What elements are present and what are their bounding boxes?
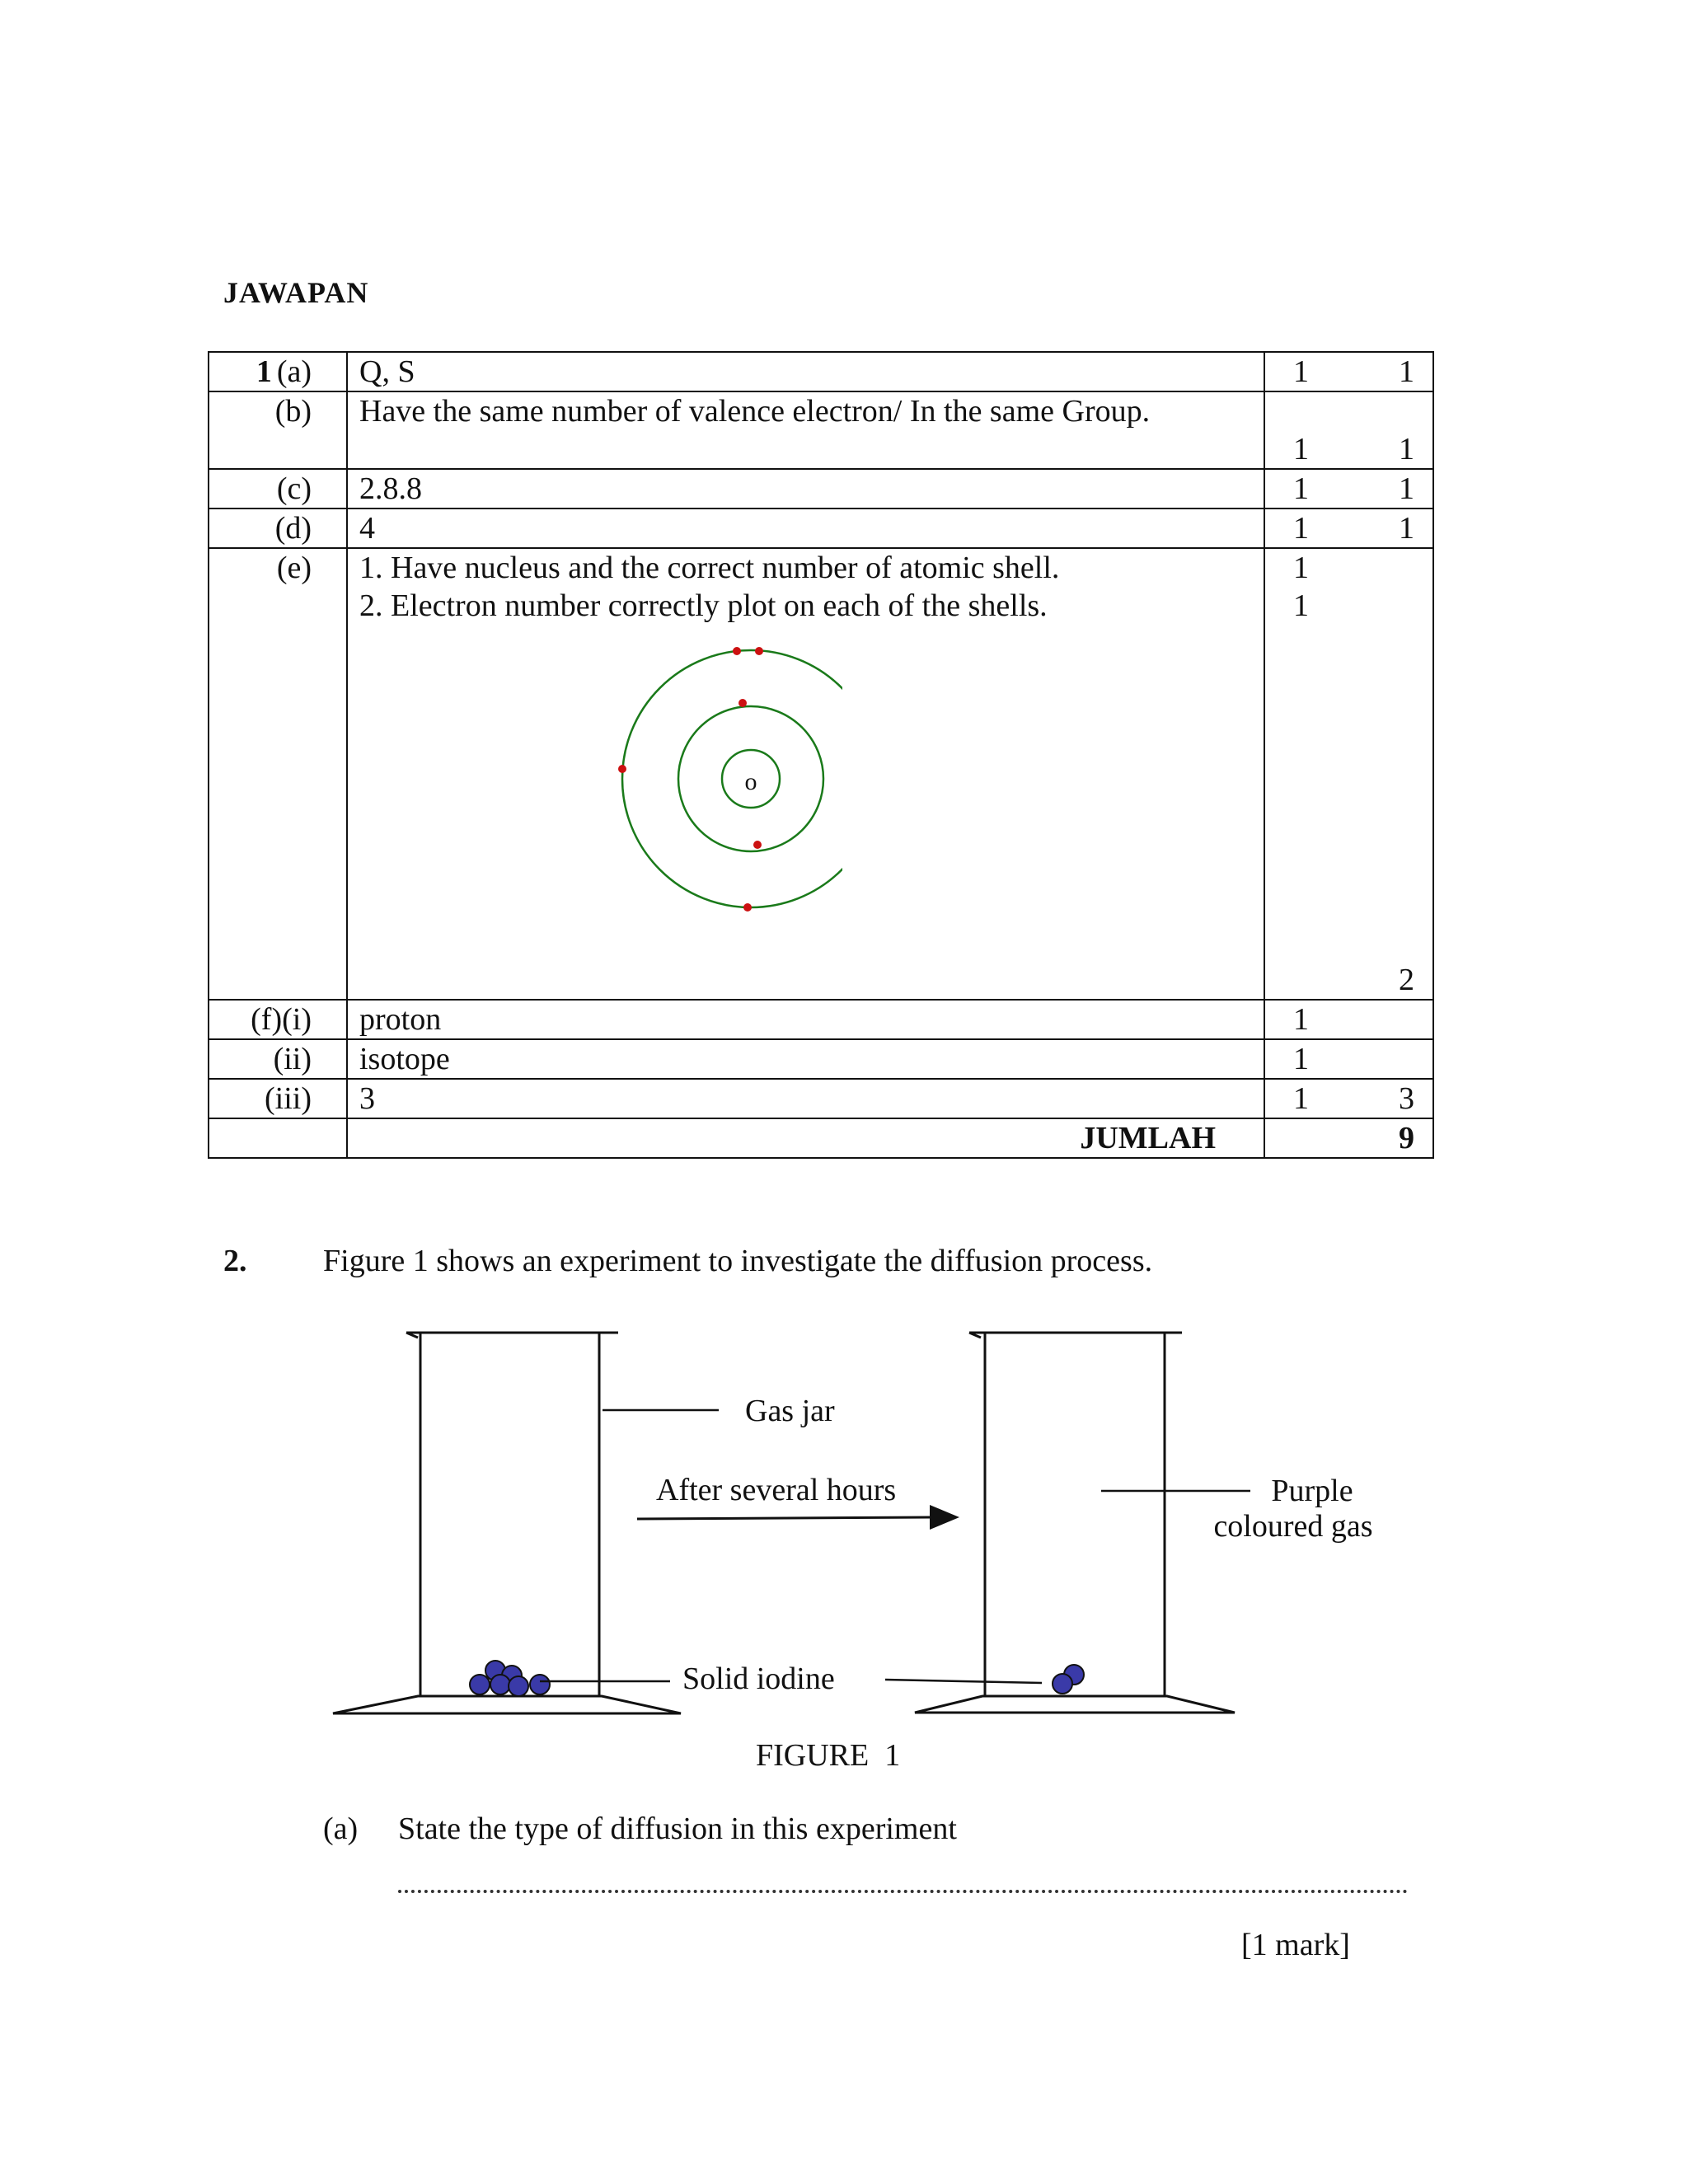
iodine-crystals-right (1053, 1665, 1084, 1694)
marks-cell: 1 1 (1264, 352, 1433, 391)
solid-iodine-label: Solid iodine (682, 1661, 835, 1696)
electron (733, 647, 741, 655)
gas-jar-left (333, 1333, 681, 1713)
question-label: (f)(i) (209, 1000, 347, 1039)
table-row (209, 391, 1433, 469)
marks-cell: 1 (1264, 1000, 1433, 1039)
marks-cell: 1 1 2 (1264, 548, 1433, 1000)
table-row (209, 1000, 1433, 1039)
iodine-pointer-right (885, 1680, 1042, 1683)
part-a-marks: [1 mark] (1241, 1928, 1350, 1962)
marks-cell: 1 1 (1264, 391, 1433, 469)
question-number: 2. (223, 1244, 247, 1278)
question-label: 1 (a) (209, 352, 347, 391)
answer-cell: 4 (347, 509, 1264, 548)
page-heading: JAWAPAN (223, 276, 369, 309)
table-row (209, 1079, 1433, 1118)
electron (743, 903, 752, 912)
time-arrow-head (930, 1505, 959, 1530)
gas-jar-label: Gas jar (745, 1394, 835, 1428)
answer-cell: Q, S (347, 352, 1264, 391)
table-row (209, 548, 1433, 1000)
total-label: JUMLAH (347, 1118, 1264, 1158)
electron (618, 765, 626, 773)
answer-line-2: 2. Electron number correctly plot on each of the shells. (359, 588, 1048, 623)
table-row (209, 1118, 1433, 1158)
marks-cell: 1 1 (1264, 469, 1433, 509)
electrons (618, 647, 842, 912)
atom-diagram (348, 549, 842, 999)
question-intro: Figure 1 shows an experiment to investigate the diffusion process. (323, 1244, 1153, 1278)
answer-table (208, 351, 1434, 1159)
figure-1 (0, 1302, 1688, 1780)
marks-cell: 1 3 (1264, 1079, 1433, 1118)
outer-shell (622, 650, 842, 907)
question-label: (e) (209, 548, 347, 1000)
question-label: (b) (209, 391, 347, 469)
nucleus-label: o (744, 768, 757, 795)
part-a-label: (a) (323, 1811, 359, 1846)
question-label: (d) (209, 509, 347, 548)
electron (753, 841, 762, 849)
electron (755, 647, 763, 655)
question-label: (c) (209, 469, 347, 509)
answer-line-1: 1. Have nucleus and the correct number of atomic shell. (359, 551, 1060, 585)
table-row (209, 352, 1433, 391)
answer-cell: 2.8.8 (347, 469, 1264, 509)
purple-gas-label-1: Purple (1271, 1474, 1353, 1508)
figure-caption: FIGURE 1 (756, 1738, 901, 1773)
marks-cell: 1 (1264, 1039, 1433, 1079)
table-row (209, 1039, 1433, 1079)
answer-cell: isotope (347, 1039, 1264, 1079)
gas-jar-right (915, 1333, 1235, 1713)
table-row (209, 469, 1433, 509)
marks-cell: 1 1 (1264, 509, 1433, 548)
answer-line[interactable] (398, 1887, 1408, 1893)
electron (738, 699, 747, 707)
time-arrow-shaft (637, 1517, 931, 1519)
question-label: (iii) (209, 1079, 347, 1118)
answer-cell (347, 548, 1264, 1000)
iodine-crystals-left (470, 1661, 550, 1696)
part-a-question: State the type of diffusion in this experiment (398, 1811, 957, 1846)
question-label: (ii) (209, 1039, 347, 1079)
empty-cell (209, 1118, 347, 1158)
arrow-label: After several hours (656, 1473, 897, 1507)
answer-cell: Have the same number of valence electron/ In the same Group. (347, 391, 1264, 469)
total-cell: 9 (1264, 1118, 1433, 1158)
answer-cell: proton (347, 1000, 1264, 1039)
answer-cell: 3 (347, 1079, 1264, 1118)
table-row (209, 509, 1433, 548)
purple-gas-label-2: coloured gas (1213, 1509, 1373, 1544)
